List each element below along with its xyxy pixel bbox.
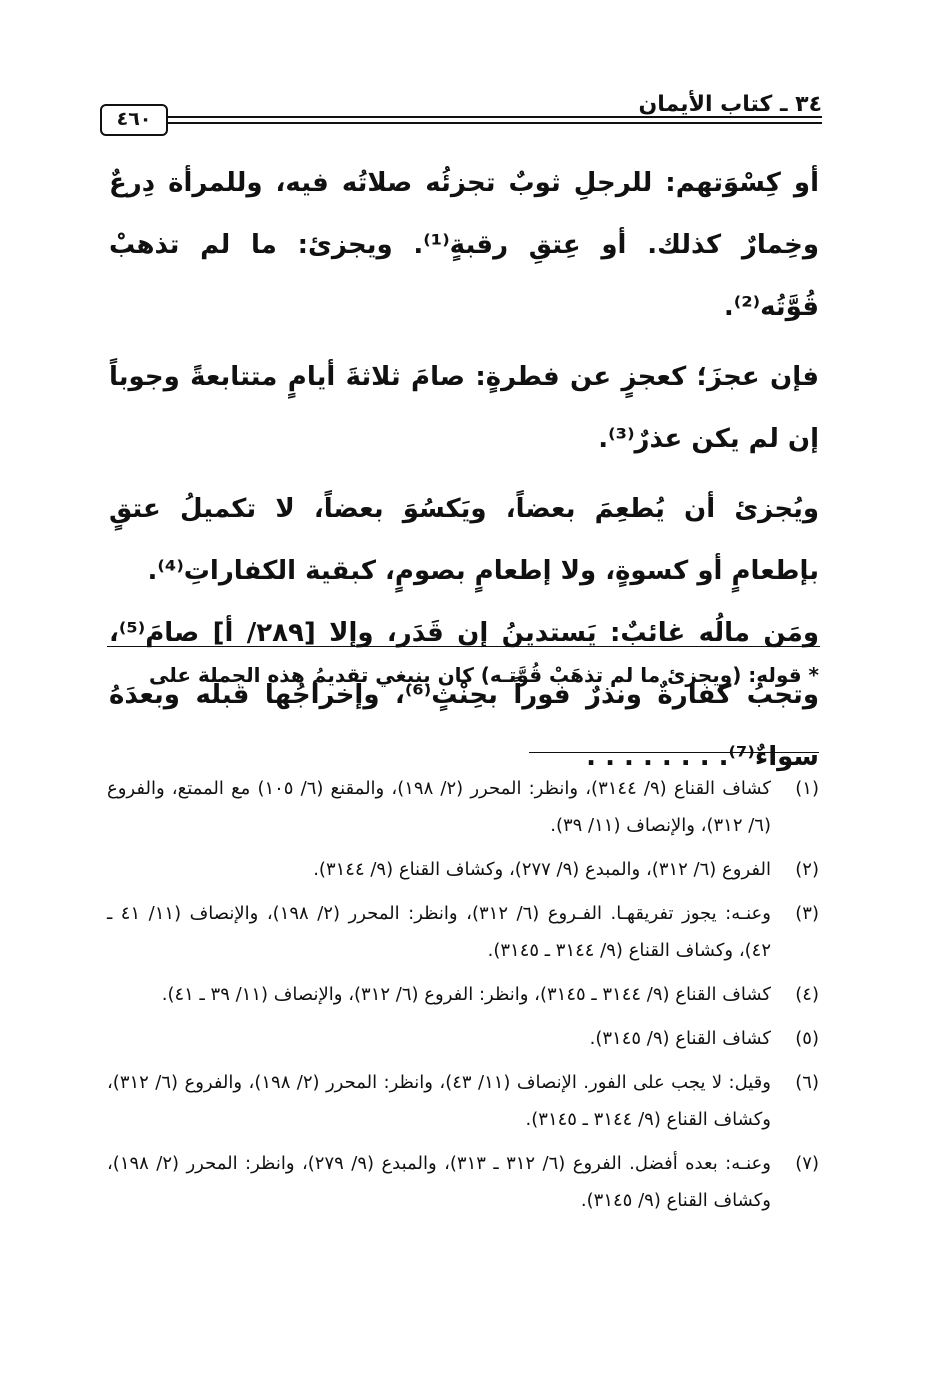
page-header	[100, 92, 822, 130]
footnote	[107, 895, 819, 969]
footnote	[107, 1020, 819, 1057]
footnotes	[107, 770, 819, 1226]
footnote	[107, 976, 819, 1013]
footnote-text: وعنـه: بعده أفضل. الفروع (٦/ ٣١٢ ـ ٣١٣)، والمبدع (٩/ ٢٧٩)، وانظر: المحرر (٢/ ١٩٨)، وكشاف القناع (٩/ ٣١٤٥).	[107, 1153, 771, 1211]
footnote	[107, 1064, 819, 1138]
main-paragraph: فإن عجزَ؛ كعجزٍ عن فطرةٍ: صامَ ثلاثةَ أيامٍ متتابعةً وجوباً إن لم يكن عذرٌ⁽³⁾.	[109, 362, 819, 454]
header-rule-bottom	[166, 122, 822, 124]
footnote-number: (٤)	[795, 984, 819, 1005]
footnote-text: الفروع (٦/ ٣١٢)، والمبدع (٩/ ٢٧٧)، وكشاف القناع (٩/ ٣١٤٤).	[313, 859, 771, 880]
footnote-text: وعنـه: يجوز تفريقهـا. الفـروع (٦/ ٣١٢)، وانظر: المحرر (٢/ ١٩٨)، والإنصاف (١١/ ٤١ ـ ٤٢)، وكشاف القناع (٩/ ٣١٤٤ ـ ٣١٤٥).	[107, 903, 771, 961]
commentary-note: * قوله: (ويجزئ ما لم تذهَبْ قُوَّتـه) كان ينبغي تقديمُ هذه الجملة على	[149, 663, 819, 687]
footnote	[107, 770, 819, 844]
footnote-separator	[529, 752, 819, 753]
main-paragraph: ويُجزئ أن يُطعِمَ بعضاً، ويَكسُوَ بعضاً، لا تكميلُ عتقٍ بإطعامٍ أو كسوةٍ، ولا إطعامٍ بصومٍ، كبقية الكفاراتِ⁽⁴⁾.	[109, 494, 819, 586]
footnote	[107, 851, 819, 888]
footnote-number: (٥)	[795, 1028, 819, 1049]
footnote-number: (٣)	[795, 903, 819, 924]
footnote-text: وقيل: لا يجب على الفور. الإنصاف (١١/ ٤٣)، وانظر: المحرر (٢/ ١٩٨)، والفروع (٦/ ٣١٢)، وكشاف القناع (٩/ ٣١٤٤ ـ ٣١٤٥).	[107, 1072, 771, 1130]
footnote-text: كشاف القناع (٩/ ٣١٤٤ ـ ٣١٤٥)، وانظر: الفروع (٦/ ٣١٢)، والإنصاف (١١/ ٣٩ ـ ٤١).	[161, 984, 771, 1005]
footnote-text: كشاف القناع (٩/ ٣١٤٥).	[589, 1028, 771, 1049]
main-paragraph: ومَن مالُه غائبٌ: يَستدينُ إن قَدَر، وإلا [٢٨٩/ أ] صامَ⁽⁵⁾، وتجبُ كفارةٌ ونذرٌ فوراً بحِنْثٍ⁽⁶⁾، وإخراجُها قبلَه وبعدَهُ سواءٌ⁽⁷⁾. . . . . . . .	[109, 618, 820, 772]
header-rule-top	[166, 116, 822, 118]
footnote-number: (١)	[795, 778, 819, 799]
main-separator	[107, 646, 820, 647]
footnote-number: (٢)	[795, 859, 819, 880]
chapter-title: ٣٤ ـ كتاب الأيمان	[638, 92, 822, 117]
footnote-number: (٧)	[795, 1153, 819, 1174]
page-number: ٤٦٠	[100, 104, 168, 136]
footnote	[107, 1145, 819, 1219]
main-paragraph: أو كِسْوَتهم: للرجلِ ثوبٌ تجزئُه صلاتُه فيه، وللمرأة دِرعٌ وخِمارٌ كذلك. أو عِتقِ رقبةٍ⁽¹⁾. ويجزئ: ما لم تذهبْ قُوَّتُه⁽²⁾.	[109, 168, 819, 322]
footnote-number: (٦)	[795, 1072, 819, 1093]
footnote-text: كشاف القناع (٩/ ٣١٤٤)، وانظر: المحرر (٢/ ١٩٨)، والمقنع (٦/ ١٠٥) مع الممتع، والفروع (٦/ ٣١٢)، والإنصاف (١١/ ٣٩).	[107, 778, 771, 836]
